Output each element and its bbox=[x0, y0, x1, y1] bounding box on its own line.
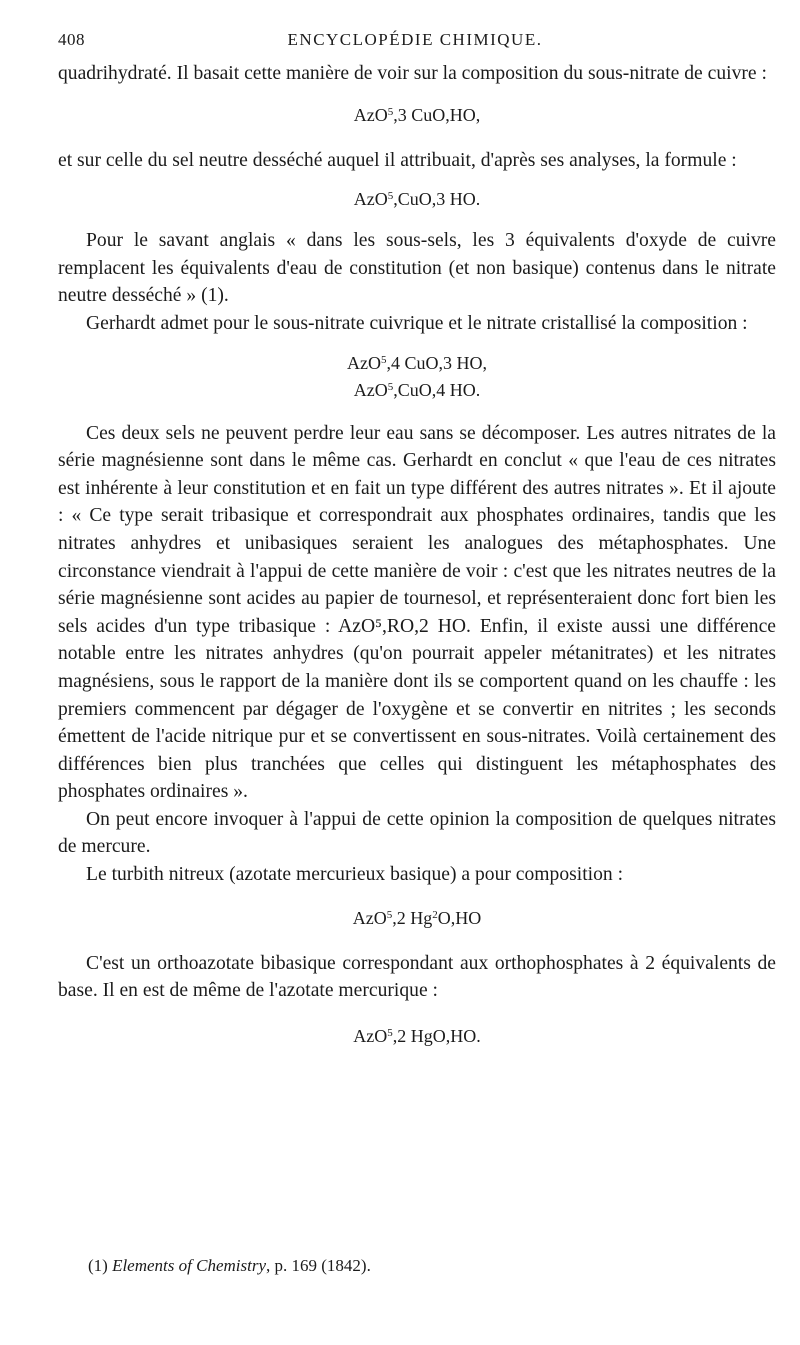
formula-line: AzO$^5$,4 CuO,3 HO, bbox=[346, 352, 487, 373]
paragraph: Gerhardt admet pour le sous-nitrate cuivrique et le nitrate cristallisé la composition : bbox=[86, 312, 748, 334]
paragraph: Ces deux sels ne peuvent perdre leur eau sans se décomposer. Les autres nitrates de la série magnésienne sont dans le même cas. Gerhardt en conclut « que l'eau de ces nitrates est inhérente à leur constitution et en fait un type différent des autres nitrates ». Et il ajoute : « Ce type serait tribasique et correspondrait aux phosphates ordinaires, tandis que les nitrates anhydres et unibasiques seraient les analogues des métaphosphates. Une circonstance viendrait à l'appui de cette manière de voir : c'est que les nitrates neutres de la série magnésienne sont acides au papier de tournesol, et représenteraient donc fort bien les sels acides d'un type tribasique : AzO⁵,RO,2 HO. Enfin, il existe aussi une différence notable entre les nitrates anhydres (qu'on pourrait appeler métanitrates) et les nitrates magnésiens, sous le rapport de la manière dont ils se comportent quand on les chauffe : les premiers commencent par dégager de l'oxygène et se convertir en nitrites ; les seconds émettent de l'acide nitrique pur et se convertissent en sous-nitrates. Voilà certainement des différences bien plus tranchées que celles qui distinguent les métaphosphates des phosphates ordinaires ». bbox=[58, 422, 776, 803]
paragraph: Le turbith nitreux (azotate mercurieux basique) a pour composition : bbox=[86, 864, 624, 886]
paragraph: Pour le savant anglais « dans les sous-sels, les 3 équivalents d'oxyde de cuivre remplacent les équivalents d'eau de constitution (et non basique) contenus dans le nitrate neutre desséché » (1). bbox=[58, 230, 776, 307]
page-number: 408 bbox=[58, 30, 85, 49]
formula-pair bbox=[58, 350, 776, 404]
footnote-title: Elements of Chemistry bbox=[112, 1256, 266, 1275]
paragraph: et sur celle du sel neutre desséché auquel il attribuait, d'après ses analyses, la formule : bbox=[58, 149, 737, 171]
formula-neutral-salt: AzO$^5$,CuO,3 HO. bbox=[353, 189, 481, 210]
body-text bbox=[58, 60, 776, 1050]
formula-turbith: AzO$^5$,2 Hg$^2$O,HO bbox=[352, 907, 482, 928]
page-header bbox=[58, 30, 772, 54]
running-title: ENCYCLOPÉDIE CHIMIQUE. bbox=[287, 30, 543, 49]
paragraph: On peut encore invoquer à l'appui de cette opinion la composition de quelques nitrates de mercure. bbox=[58, 808, 776, 858]
formula-mercuric: AzO$^5$,2 HgO,HO. bbox=[353, 1025, 481, 1046]
paragraph: quadrihydraté. Il basait cette manière de voir sur la composition du sous-nitrate de cuivre : bbox=[58, 63, 767, 84]
formula-line: AzO$^5$,CuO,4 HO. bbox=[353, 379, 481, 400]
formula-subnitrate: AzO$^5$,3 CuO,HO, bbox=[353, 104, 481, 125]
footnote: (1) Elements of Chemistry, p. 169 (1842). bbox=[88, 1256, 371, 1275]
paragraph: C'est un orthoazotate bibasique correspondant aux orthophosphates à 2 équivalents de base. Il en est de même de l'azotate mercurique : bbox=[58, 952, 776, 1002]
